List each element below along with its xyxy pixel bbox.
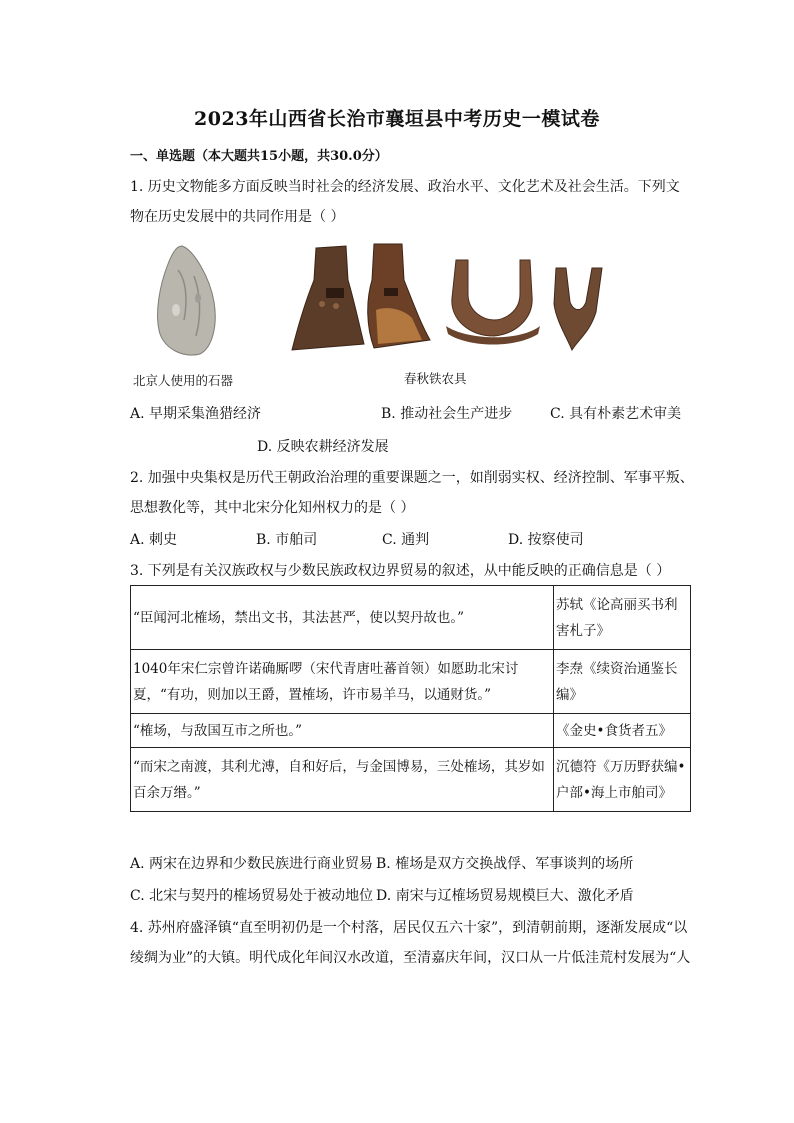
table-quote: 1040年宋仁宗曾许诺确厮啰（宋代青唐吐蕃首领）如愿助北宋讨夏，“有功，则加以王爵，置榷场，许市易羊马，以通财货。”	[131, 650, 554, 714]
q3-option-a[interactable]: A. 两宋在边界和少数民族进行商业贸易	[130, 856, 374, 872]
iron-spade-image-1	[292, 246, 364, 350]
stone-tool-image	[158, 246, 216, 355]
u-shaped-iron-tool-image	[446, 260, 540, 345]
q3-source-table	[130, 585, 691, 812]
page-title: 2023年山西省长治市襄垣县中考历史一模试卷	[194, 108, 600, 130]
q4-stem-line1: 4. 苏州府盛泽镇“直至明初仍是一个村落，居民仅五六十家”，到清朝前期，逐渐发展成“以	[130, 920, 688, 936]
table-quote: “臣闻河北榷场，禁出文书，其法甚严，使以契丹故也。”	[131, 586, 554, 650]
table-quote: “而宋之南渡，其利尤溥，自和好后，与金国博易，三处榷场，其岁如百余万缗。”	[131, 748, 554, 812]
table-source: 李焘《续资治通鉴长编》	[554, 650, 691, 714]
table-row	[131, 714, 691, 748]
table-quote: “榷场，与敌国互市之所也。”	[131, 714, 554, 748]
q1-option-c[interactable]: C. 具有朴素艺术审美	[550, 406, 682, 422]
table-row	[131, 748, 691, 812]
q1-stem-line1: 1. 历史文物能多方面反映当时社会的经济发展、政治水平、文化艺术及社会生活。下列文	[130, 179, 680, 195]
table-source: 苏轼《论高丽买书利害札子》	[554, 586, 691, 650]
q3-option-b[interactable]: B. 榷场是双方交换战俘、军事谈判的场所	[376, 856, 634, 872]
iron-spade-image-2	[368, 244, 430, 348]
table-source: 《金史•食货者五》	[554, 714, 691, 748]
artifact-images	[150, 240, 620, 360]
caption-iron-tools: 春秋铁农具	[404, 371, 467, 386]
q2-option-a[interactable]: A. 刺史	[130, 532, 178, 548]
q4-stem-line2: 绫绸为业”的大镇。明代成化年间汉水改道，至清嘉庆年间，汉口从一片低洼荒村发展为“人	[130, 950, 691, 966]
q1-option-b[interactable]: B. 推动社会生产进步	[381, 406, 513, 422]
q2-option-c[interactable]: C. 通判	[382, 532, 430, 548]
table-source: 沉德符《万历野获编•户部•海上市舶司》	[554, 748, 691, 812]
caption-stone-tool: 北京人使用的石器	[133, 373, 234, 388]
q2-option-b[interactable]: B. 市舶司	[256, 532, 318, 548]
table-row	[131, 650, 691, 714]
q3-option-c[interactable]: C. 北宋与契丹的榷场贸易处于被动地位	[130, 888, 374, 904]
q2-stem-line2: 思想教化等，其中北宋分化知州权力的是（ ）	[130, 500, 415, 516]
q3-option-d[interactable]: D. 南宋与辽榷场贸易规模巨大、激化矛盾	[376, 888, 634, 904]
table-row	[131, 586, 691, 650]
q2-stem-line1: 2. 加强中央集权是历代王朝政治治理的重要课题之一，如削弱实权、经济控制、军事平叛、	[130, 470, 694, 486]
v-shaped-iron-tool-image	[554, 268, 602, 350]
section-heading: 一、单选题（本大题共15小题，共30.0分）	[130, 149, 388, 164]
q2-option-d[interactable]: D. 按察使司	[508, 532, 584, 548]
q1-option-d[interactable]: D. 反映农耕经济发展	[257, 439, 389, 455]
q1-stem-line2: 物在历史发展中的共同作用是（ ）	[130, 209, 345, 225]
q3-stem: 3. 下列是有关汉族政权与少数民族政权边界贸易的叙述，从中能反映的正确信息是（ ）	[130, 563, 671, 579]
q1-option-a[interactable]: A. 早期采集渔猎经济	[130, 406, 262, 422]
